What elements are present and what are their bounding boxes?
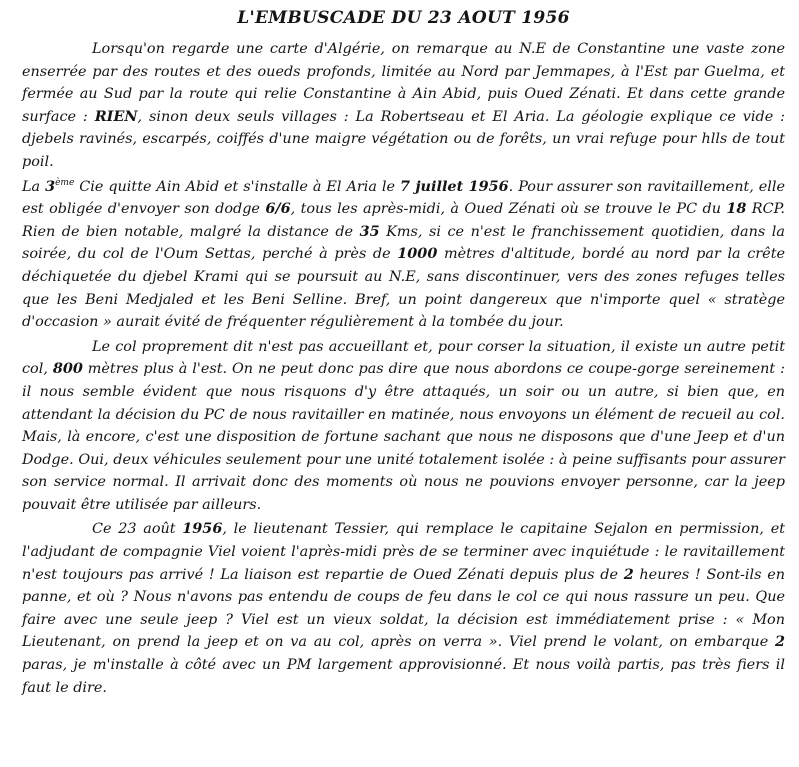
text-run: mètres plus à l'est. On ne peut donc pas dire que nous abordons ce coupe-gorge sereinement : il nous semble évident que nous risquons d'y être attaqués, un soir ou un autre, si bien que, en attendant la décision du PC de nous ravitailler en matinée, nous envoyons un élément de recueil au col. Mais, là encore, c'est une disposition de fortune sachant que nous ne disposons que d'une Jeep et d'un Dodge. Oui, deux véhicules seulement pour une unité totalement isolée : à peine suffisants pour assurer son service normal. Il arrivait donc des moments où nous ne pouvions envoyer personne, car la jeep pouvait être utilisée par ailleurs.	[22, 361, 785, 513]
text-run: , tous les après-midi, à Oued Zénati où se trouve le PC du	[290, 201, 727, 218]
text-run-bold: RIEN	[94, 107, 138, 125]
text-run: , le lieutenant Tessier, qui remplace le capitaine Sejalon en permission, et l'adjudant de compagnie Viel voient l'après-midi près de se terminer avec inquiétude : le ravitaillement n'est toujours pas arrivé ! La liaison est repartie de Oued Zénati depuis plus de	[22, 521, 785, 583]
text-run-bold: 7 juillet 1956	[399, 177, 509, 195]
text-run-bold: 1000	[397, 245, 438, 263]
paragraph-1	[22, 38, 785, 174]
text-run: Kms, si ce n'est le franchissement quotidien, dans la soirée, du col de l'Oum Settas, perché à près de	[22, 223, 785, 263]
text-run-bold: 6/6	[265, 200, 291, 218]
document-title: L'EMBUSCADE DU 23 AOUT 1956	[237, 8, 570, 28]
text-run-bold: 35	[359, 222, 380, 240]
paragraph-2	[22, 176, 785, 334]
text-run: Cie quitte Ain Abid et s'installe à El Aria le	[74, 178, 400, 195]
text-run-superscript: ème	[55, 177, 75, 188]
text-run: RCP. Rien de bien notable, malgré la distance de	[22, 201, 785, 240]
text-run: Lorsqu'on regarde une carte d'Algérie, on remarque au N.E de Constantine une vaste zone enserrée par des routes et des oueds profonds, limitée au Nord par Jemmapes, à l'Est par Guelma, et fermée au Sud par la route qui relie Constantine à Ain Abid, puis Oued Zénati. Et dans cette grande surface :	[22, 41, 785, 125]
text-run-bold: 800	[52, 360, 83, 378]
text-run: Ce 23 août	[92, 521, 183, 538]
text-run: paras, je m'installe à côté avec un PM largement approvisionné. Et nous voilà partis, pas très fiers il faut le dire.	[22, 657, 785, 696]
text-run: . Pour assurer son ravitaillement, elle est obligée d'envoyer son dodge	[22, 178, 786, 218]
text-run-bold: 1956	[182, 520, 223, 538]
text-run: mètres d'altitude, bordé au nord par la crête déchiquetée du djebel Krami qui se poursuit au N.E, sans discontinuer, vers des zones refuges telles que les Beni Medjaled et les Beni Selline. Bref, un point dangereux que n'importe quel « stratège d'occasion » aurait évité de fréquenter régulièrement à la tombée du jour.	[22, 246, 785, 331]
paragraph-4	[22, 518, 785, 699]
text-run-bold: 2	[623, 565, 634, 583]
text-run: Le col proprement dit n'est pas accueillant et, pour corser la situation, il existe un autre petit col,	[22, 338, 785, 378]
text-run: , sinon deux seuls villages : La Robertseau et El Aria. La géologie explique ce vide : djebels ravinés, escarpés, coiffés d'une maigre végétation ou de forêts, un vrai refuge pour hlls de tout poil.	[22, 108, 785, 170]
text-run: heures ! Sont-ils en panne, et où ? Nous n'avons pas entendu de coups de feu dans le col ce qui nous rassure un peu. Que faire avec une seule jeep ? Viel est un vieux soldat, la décision est immédiatement prise : « Mon Lieutenant, on prend la jeep et on va au col, après on verra ». Viel prend le volant, on embarque	[22, 566, 785, 651]
text-run-bold: 2	[774, 633, 785, 651]
paragraph-3	[22, 336, 785, 517]
text-run-bold: 18	[726, 200, 747, 218]
text-run: La	[22, 178, 46, 195]
text-run-bold: 3	[45, 177, 56, 195]
